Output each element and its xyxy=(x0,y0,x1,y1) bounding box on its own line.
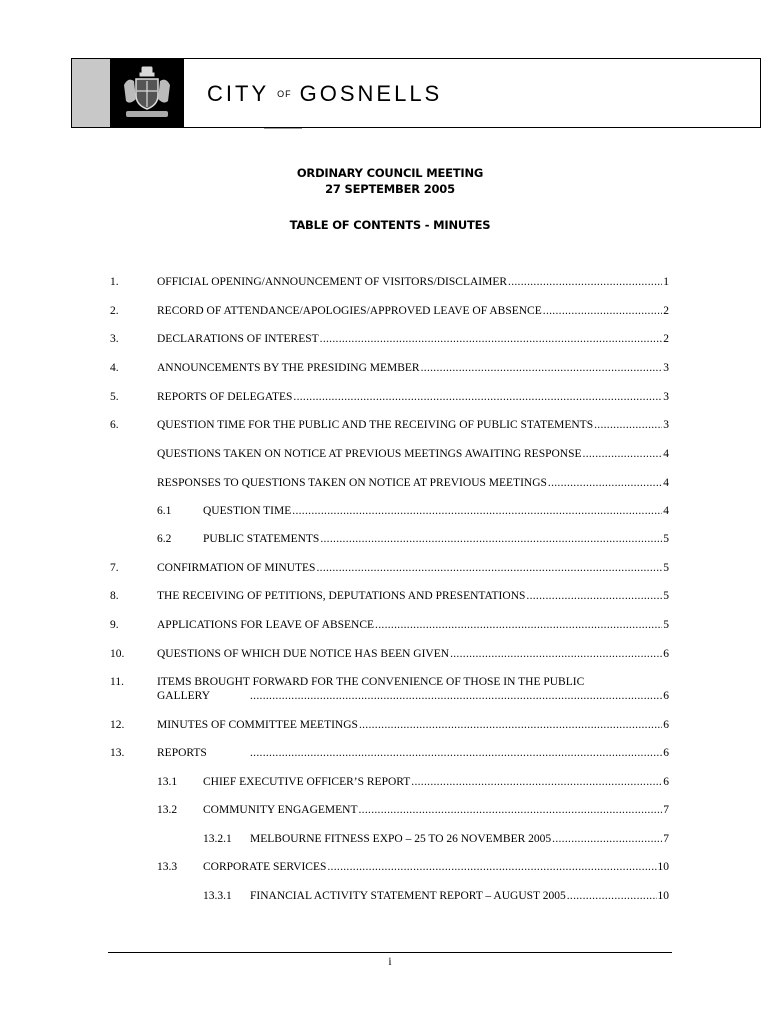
crest-logo xyxy=(110,59,184,127)
toc-entry-title: MELBOURNE FITNESS EXPO – 25 TO 26 NOVEMBER 2005 xyxy=(250,833,552,845)
dot-leader xyxy=(320,332,663,346)
toc-sub-number: 6.2 xyxy=(157,533,172,545)
toc-entry-page: 4 xyxy=(663,477,669,489)
toc-number: 7. xyxy=(110,562,119,574)
toc-entry-title: QUESTIONS OF WHICH DUE NOTICE HAS BEEN GIVEN xyxy=(157,648,450,660)
toc-entry-page: 3 xyxy=(663,391,669,403)
toc-entry-title: RESPONSES TO QUESTIONS TAKEN ON NOTICE AT PREVIOUS MEETINGS xyxy=(157,477,547,489)
dot-leader xyxy=(327,860,656,874)
toc-entry-page: 5 xyxy=(663,562,669,574)
dot-leader xyxy=(359,718,662,732)
dot-leader xyxy=(552,832,662,846)
toc-entry-title-line1[interactable]: ITEMS BROUGHT FORWARD FOR THE CONVENIENCE OF THOSE IN THE PUBLIC xyxy=(157,676,585,688)
dot-leader xyxy=(292,504,662,518)
toc-entry-page: 1 xyxy=(663,276,669,288)
dot-leader xyxy=(508,275,662,289)
toc-entry[interactable] xyxy=(203,504,669,518)
toc-entry-page: 2 xyxy=(663,305,669,317)
toc-entry-title: CONFIRMATION OF MINUTES xyxy=(157,562,316,574)
toc-entry-title: REPORTS OF DELEGATES xyxy=(157,391,293,403)
toc-number: 5. xyxy=(110,391,119,403)
dot-leader xyxy=(375,618,662,632)
toc-entry[interactable] xyxy=(203,775,669,789)
toc-entry-title: FINANCIAL ACTIVITY STATEMENT REPORT – AUGUST 2005 xyxy=(250,890,566,902)
toc-entry-title: THE RECEIVING OF PETITIONS, DEPUTATIONS AND PRESENTATIONS xyxy=(157,590,526,602)
toc-entry[interactable] xyxy=(157,361,669,375)
toc-entry-page: 6 xyxy=(663,648,669,660)
toc-entry[interactable] xyxy=(250,889,669,903)
toc-number: 2. xyxy=(110,305,119,317)
toc-entry-page: 5 xyxy=(663,619,669,631)
toc-sub-number: 13.3.1 xyxy=(203,890,232,902)
toc-number: 11. xyxy=(110,676,124,688)
toc-entry[interactable] xyxy=(157,561,669,575)
dot-leader xyxy=(250,689,662,703)
toc-entry[interactable] xyxy=(157,418,669,432)
dot-leader xyxy=(421,361,663,375)
dot-leader xyxy=(411,775,662,789)
org-name-of: OF xyxy=(277,89,292,99)
dot-leader xyxy=(316,561,662,575)
toc-entry-title: QUESTIONS TAKEN ON NOTICE AT PREVIOUS MEETINGS AWAITING RESPONSE xyxy=(157,448,582,460)
toc-entry-page: 10 xyxy=(657,890,669,902)
toc-entry[interactable] xyxy=(157,390,669,404)
footer-rule xyxy=(108,952,672,953)
toc-entry-page: 7 xyxy=(663,804,669,816)
toc-sub-number: 13.2 xyxy=(157,804,178,816)
dot-leader xyxy=(359,803,663,817)
toc-entry-page: 2 xyxy=(663,333,669,345)
toc-entry-page: 6 xyxy=(663,776,669,788)
meeting-date: 27 SEPTEMBER 2005 xyxy=(325,182,455,196)
toc-entry-title: PUBLIC STATEMENTS xyxy=(203,533,320,545)
dot-leader xyxy=(594,418,662,432)
toc-entry-title: COMMUNITY ENGAGEMENT xyxy=(203,804,358,816)
toc-entry-title: APPLICATIONS FOR LEAVE OF ABSENCE xyxy=(157,619,375,631)
toc-entry-title: RECORD OF ATTENDANCE/APOLOGIES/APPROVED LEAVE OF ABSENCE xyxy=(157,305,542,317)
toc-entry[interactable] xyxy=(157,304,669,318)
toc-sub-number: 13.2.1 xyxy=(203,833,232,845)
dot-leader xyxy=(450,647,662,661)
toc-entry-page: 6 xyxy=(663,747,669,759)
toc-entry-page: 4 xyxy=(663,505,669,517)
coat-of-arms-icon xyxy=(118,65,176,121)
toc-entry[interactable] xyxy=(157,275,669,289)
toc-number: 4. xyxy=(110,362,119,374)
dot-leader xyxy=(543,304,662,318)
toc-sub-number: 13.3 xyxy=(157,861,178,873)
toc-number: 10. xyxy=(110,648,125,660)
toc-entry-page: 10 xyxy=(657,861,669,873)
toc-entry[interactable] xyxy=(157,332,669,346)
toc-entry[interactable] xyxy=(157,618,669,632)
toc-number: 13. xyxy=(110,747,125,759)
toc-entry[interactable] xyxy=(203,532,669,546)
toc-entry[interactable] xyxy=(157,447,669,461)
toc-entry-page: 3 xyxy=(663,362,669,374)
dot-leader xyxy=(548,476,662,490)
toc-entry[interactable] xyxy=(250,832,669,846)
toc-entry-title-line2: GALLERY xyxy=(157,690,211,702)
toc-entry[interactable] xyxy=(157,476,669,490)
toc-number: 9. xyxy=(110,619,119,631)
org-name-gosnells: GOSNELLS xyxy=(299,81,443,106)
toc-sub-number: 6.1 xyxy=(157,505,172,517)
toc-sub-number: 13.1 xyxy=(157,776,178,788)
letterhead-banner xyxy=(71,58,761,128)
org-name xyxy=(207,81,442,111)
dot-leader xyxy=(320,532,662,546)
toc-entry-title: CORPORATE SERVICES xyxy=(203,861,327,873)
toc-entry[interactable] xyxy=(157,689,669,703)
meeting-title: ORDINARY COUNCIL MEETING xyxy=(296,166,484,180)
org-name-city: CITY xyxy=(207,81,270,106)
toc-entry-title: QUESTION TIME xyxy=(203,505,292,517)
banner-divider xyxy=(264,128,302,129)
dot-leader xyxy=(250,746,662,760)
toc-entry-title: ANNOUNCEMENTS BY THE PRESIDING MEMBER xyxy=(157,362,420,374)
toc-entry-page: 6 xyxy=(663,719,669,731)
toc-number: 8. xyxy=(110,590,119,602)
toc-entry-title: QUESTION TIME FOR THE PUBLIC AND THE RECEIVING OF PUBLIC STATEMENTS xyxy=(157,419,594,431)
toc-entry-title: MINUTES OF COMMITTEE MEETINGS xyxy=(157,719,358,731)
toc-entry-title: CHIEF EXECUTIVE OFFICER’S REPORT xyxy=(203,776,411,788)
banner-grey-block xyxy=(72,59,110,127)
dot-leader xyxy=(567,889,657,903)
toc-entry-page: 3 xyxy=(663,419,669,431)
toc-number: 1. xyxy=(110,276,119,288)
contents-title: TABLE OF CONTENTS - MINUTES xyxy=(289,218,491,232)
footer-page-number: i xyxy=(388,956,392,968)
toc-entry-page: 5 xyxy=(663,590,669,602)
toc-entry-page: 6 xyxy=(663,690,669,702)
toc-entry[interactable] xyxy=(203,860,669,874)
toc-entry[interactable] xyxy=(157,746,669,760)
toc-entry-title: REPORTS xyxy=(157,747,207,759)
toc-number: 3. xyxy=(110,333,119,345)
toc-entry-title: OFFICIAL OPENING/ANNOUNCEMENT OF VISITORS/DISCLAIMER xyxy=(157,276,508,288)
toc-number: 6. xyxy=(110,419,119,431)
toc-entry[interactable] xyxy=(203,803,669,817)
toc-entry[interactable] xyxy=(157,647,669,661)
toc-entry-page: 4 xyxy=(663,448,669,460)
toc-entry-page: 5 xyxy=(663,533,669,545)
dot-leader xyxy=(293,390,662,404)
toc-entry-title: DECLARATIONS OF INTEREST xyxy=(157,333,319,345)
dot-leader xyxy=(583,447,663,461)
toc-entry-page: 7 xyxy=(663,833,669,845)
toc-entry[interactable] xyxy=(157,589,669,603)
dot-leader xyxy=(526,589,662,603)
toc-number: 12. xyxy=(110,719,125,731)
toc-entry[interactable] xyxy=(157,718,669,732)
